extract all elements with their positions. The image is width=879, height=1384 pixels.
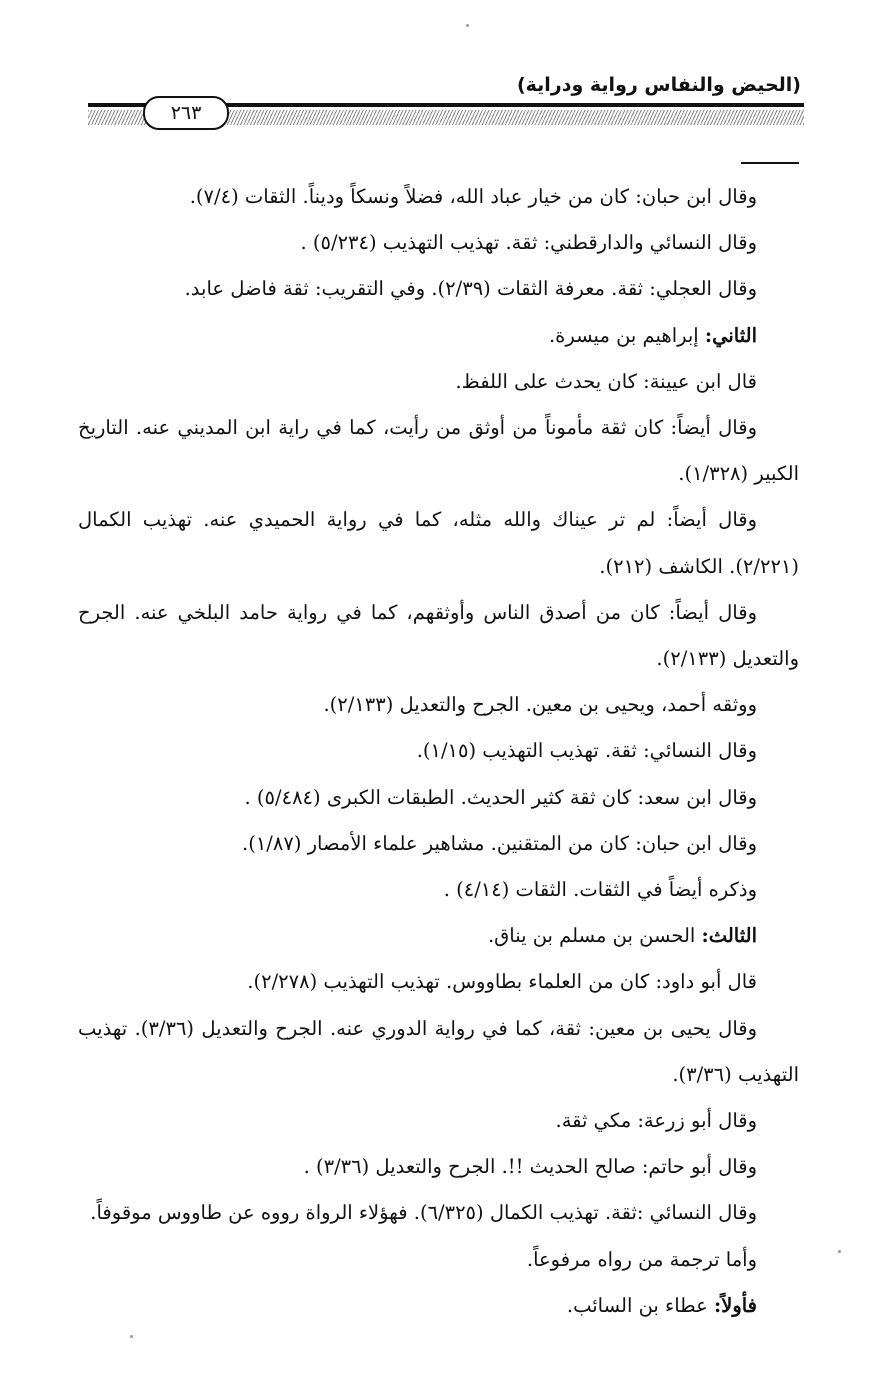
paragraph-text: وقال ابن حبان: كان من المتقنين. مشاهير علماء الأمصار (١/٨٧).: [242, 831, 757, 855]
paragraph-p12: [78, 821, 799, 867]
body-text: [78, 174, 799, 1329]
paragraph-text: قال أبو داود: كان من العلماء بطاووس. تهذيب التهذيب (٢/٢٧٨).: [247, 970, 757, 994]
scan-speck: [130, 1335, 133, 1338]
paragraph-text: وأما ترجمة من رواه مرفوعاً.: [526, 1247, 757, 1271]
paragraph-p17: [78, 1098, 799, 1144]
paragraph-lead-label: الثالث:: [701, 924, 757, 948]
paragraph-text: وذكره أيضاً في الثقات. الثقات (٤/١٤) .: [443, 878, 757, 902]
paragraph-p5: [78, 359, 799, 405]
page-number-badge: [143, 96, 229, 130]
paragraph-text: وقال أبو زرعة: مكي ثقة.: [555, 1109, 757, 1133]
paragraph-text: وقال يحيى بن معين: ثقة، كما في رواية الدوري عنه. الجرح والتعديل (٣/٣٦). تهذيب التهذيب (٣/٣٦).: [78, 1016, 799, 1086]
paragraph-text: وقال النسائي والدارقطني: ثقة. تهذيب التهذيب (٥/٢٣٤) .: [300, 231, 757, 255]
paragraph-p14: [78, 913, 799, 959]
paragraph-lead-label: الثاني:: [704, 323, 757, 347]
paragraph-text: وقال أبو حاتم: صالح الحديث !!. الجرح والتعديل (٣/٣٦) .: [303, 1155, 757, 1179]
paragraph-text: وقال ابن سعد: كان ثقة كثير الحديث. الطبقات الكبرى (٥/٤٨٤) .: [244, 785, 757, 809]
paragraph-text: الحسن بن مسلم بن يناق.: [487, 924, 702, 948]
paragraph-p8: [78, 590, 799, 682]
paragraph-p6: [78, 405, 799, 497]
paragraph-text: قال ابن عيينة: كان يحدث على اللفظ.: [455, 369, 757, 393]
paragraph-lead-label: فأولاً:: [714, 1293, 757, 1317]
paragraph-p21: [78, 1283, 799, 1329]
paragraph-p16: [78, 1006, 799, 1098]
footnote-separator-rule: [741, 162, 799, 164]
paragraph-text: وقال ابن حبان: كان من خيار عباد الله، فضلاً ونسكاً وديناً. الثقات (٧/٤).: [189, 185, 757, 208]
paragraph-text: وقال أيضاً: لم تر عيناك والله مثله، كما في رواية الحميدي عنه. تهذيب الكمال (٢/٢٢١). الكاشف (٢١٢).: [78, 508, 799, 578]
page-number: ٢٦٣: [170, 102, 202, 124]
paragraph-p13: [78, 867, 799, 913]
paragraph-text: ووثقه أحمد، ويحيى بن معين. الجرح والتعديل (٢/١٣٣).: [323, 693, 757, 717]
paragraph-p4: [78, 313, 799, 359]
paragraph-p3: [78, 266, 799, 312]
paragraph-p9: [78, 682, 799, 728]
paragraph-text: وقال أيضاً: كان ثقة مأموناً من أوثق من رأيت، كما في راية ابن المديني عنه. التاريخ الكبير (١/٣٢٨).: [78, 416, 799, 486]
paragraph-p18: [78, 1144, 799, 1190]
running-header-title: (الحيض والنفاس رواية ودراية): [516, 74, 801, 96]
paragraph-text: وقال العجلي: ثقة. معرفة الثقات (٢/٣٩). وفي التقريب: ثقة فاضل عابد.: [184, 277, 757, 301]
paragraph-text: إبراهيم بن ميسرة.: [548, 323, 705, 347]
paragraph-p1: [78, 174, 799, 220]
paragraph-text: عطاء بن السائب.: [566, 1293, 714, 1317]
paragraph-p7: [78, 497, 799, 589]
paragraph-text: وقال النسائي :ثقة. تهذيب الكمال (٦/٣٢٥). فهؤلاء الرواة رووه عن طاووس موقوفاً.: [90, 1201, 757, 1225]
paragraph-p11: [78, 775, 799, 821]
paragraph-text: وقال النسائي: ثقة. تهذيب التهذيب (١/١٥).: [416, 739, 757, 763]
paragraph-p20: [78, 1237, 799, 1283]
paragraph-text: وقال أيضاً: كان من أصدق الناس وأوثقهم، كما في رواية حامد البلخي عنه. الجرح والتعديل (٢/١٣٣).: [78, 600, 799, 671]
paragraph-p15: [78, 959, 799, 1005]
paragraph-p2: [78, 220, 799, 266]
paragraph-p19: [78, 1190, 799, 1236]
scan-speck: [838, 1250, 841, 1253]
paragraph-p10: [78, 728, 799, 774]
scan-speck: [466, 24, 469, 27]
